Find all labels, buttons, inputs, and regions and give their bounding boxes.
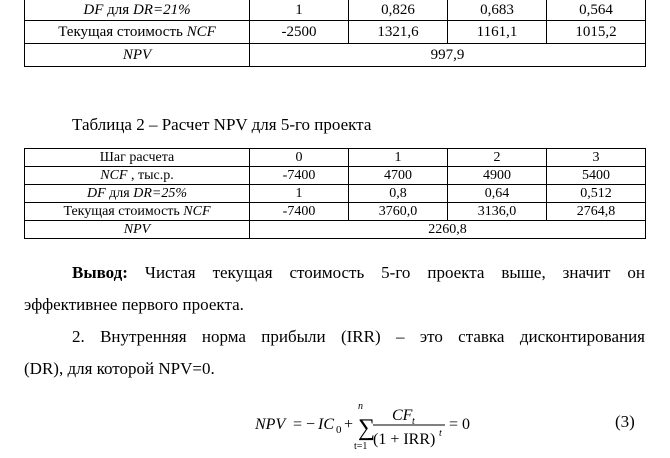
npv-table-project-1	[24, 0, 646, 67]
formula-plus: +	[344, 416, 354, 433]
table-cell: 0,826	[349, 0, 448, 21]
table-cell: 2764,8	[547, 203, 646, 221]
irr-formula	[255, 398, 475, 458]
conclusion-paragraph	[24, 257, 645, 321]
table-cell: 4700	[349, 167, 448, 185]
header-cell: 2	[448, 149, 547, 167]
irr-line-2: (DR), для которой NPV=0.	[24, 359, 215, 378]
table-cell: 0,8	[349, 185, 448, 203]
formula-ic-sub: 0	[336, 424, 342, 436]
table-cell: 0,683	[448, 0, 547, 21]
formula-denominator: (1 + IRR)	[373, 431, 436, 448]
conclusion-label: Вывод:	[72, 263, 128, 282]
npv-value: 2260,8	[250, 221, 646, 239]
formula-den-sup: t	[439, 428, 442, 439]
conclusion-line-2: эффективнее первого проекта.	[24, 295, 244, 314]
table-cell: 1015,2	[547, 21, 646, 44]
row-label: NPV	[25, 44, 250, 67]
row-label: Текущая стоимость NCF	[25, 21, 250, 44]
formula-num-sub: t	[412, 416, 415, 427]
formula-lhs: NPV	[255, 416, 286, 433]
table-row	[25, 167, 646, 185]
row-label: NCF , тыс.р.	[25, 167, 250, 185]
npv-value: 997,9	[250, 44, 646, 67]
table-cell: 1321,6	[349, 21, 448, 44]
table-cell: 5400	[547, 167, 646, 185]
table-cell: -7400	[250, 167, 349, 185]
npv-table-project-5	[24, 148, 646, 239]
table-header-row	[25, 149, 646, 167]
formula-sum-top: n	[358, 401, 363, 412]
table-cell: 1161,1	[448, 21, 547, 44]
formula-ic: IC	[318, 416, 334, 433]
row-label: DF для DR=21%	[25, 0, 250, 21]
irr-paragraph	[24, 321, 645, 385]
table-cell: -2500	[250, 21, 349, 44]
table-cell: 4900	[448, 167, 547, 185]
table-row	[25, 21, 646, 44]
equation-number: (3)	[615, 412, 635, 431]
header-cell: 3	[547, 149, 646, 167]
table-row	[25, 185, 646, 203]
table-cell: 0,512	[547, 185, 646, 203]
table-row	[25, 0, 646, 21]
table-cell: 1	[250, 0, 349, 21]
conclusion-line-1: Вывод: Чистая текущая стоимость 5-го проекта выше, значит он	[72, 263, 645, 282]
formula-sum-bottom: t=1	[354, 441, 368, 452]
table-cell: 1	[250, 185, 349, 203]
row-label: NPV	[25, 221, 250, 239]
header-cell: 1	[349, 149, 448, 167]
table-cell: 0,64	[448, 185, 547, 203]
header-cell: Шаг расчета	[25, 149, 250, 167]
table-caption: Таблица 2 – Расчет NPV для 5-го проекта	[72, 115, 372, 134]
irr-line-1: 2. Внутренняя норма прибыли (IRR) – это ставка дисконтирования	[72, 327, 645, 346]
formula-rhs: = 0	[449, 416, 471, 433]
table-row	[25, 44, 646, 67]
formula-numerator: CF	[392, 407, 413, 424]
formula-eq1: = −	[293, 416, 316, 433]
table-row	[25, 203, 646, 221]
table-cell: 3136,0	[448, 203, 547, 221]
table-cell: 0,564	[547, 0, 646, 21]
row-label: Текущая стоимость NCF	[25, 203, 250, 221]
sum-symbol: ∑	[358, 415, 376, 441]
table-row	[25, 221, 646, 239]
table-cell: 3760,0	[349, 203, 448, 221]
row-label: DF для DR=25%	[25, 185, 250, 203]
table-cell: -7400	[250, 203, 349, 221]
header-cell: 0	[250, 149, 349, 167]
